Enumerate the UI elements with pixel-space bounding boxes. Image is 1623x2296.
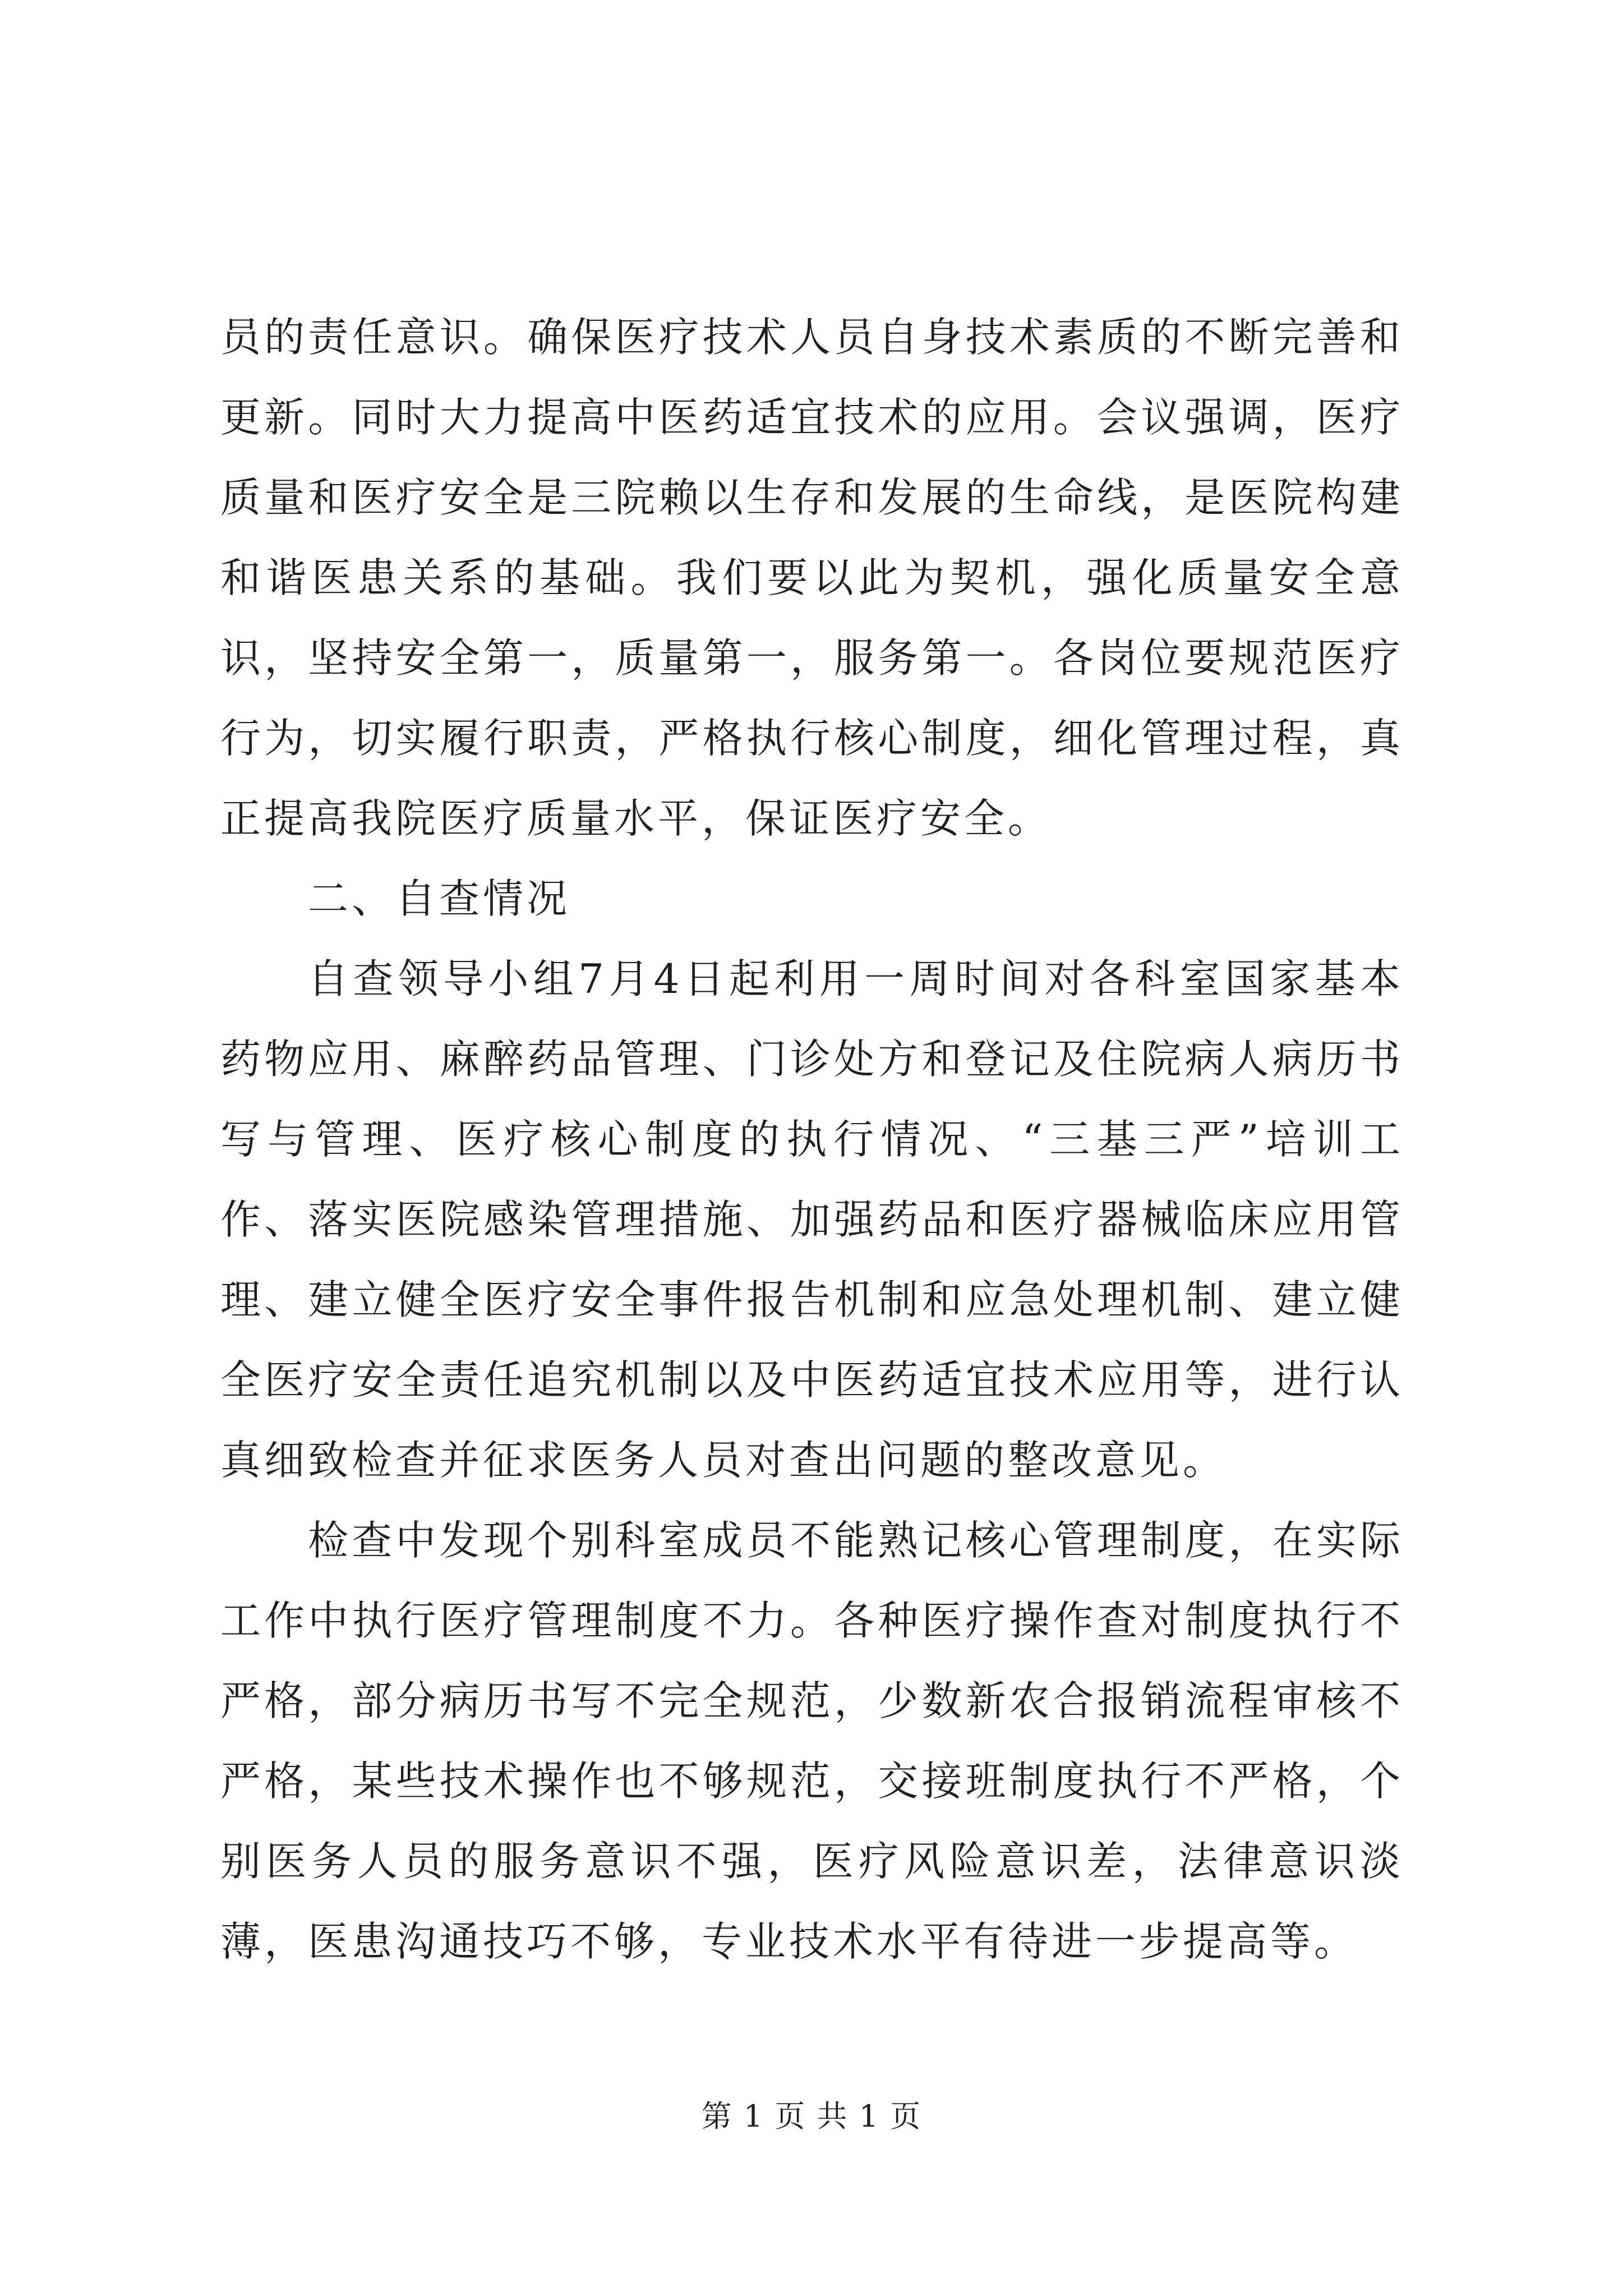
section-heading: 二、自查情况 — [308, 875, 571, 922]
paragraph-continued: 员的责任意识。确保医疗技术人员自身技术素质的不断完善和更新。同时大力提高中医药适宜技术的应用。会议强调，医疗质量和医疗安全是三院赖以生存和发展的生命线，是医院构建和谐医患关系的基础。我们要以此为契机，强化质量安全意识，坚持安全第一，质量第一，服务第一。各岗位要规范医疗行为，切实履行职责，严格执行核心制度，细化管理过程，真正提高我院医疗质量水平，保证医疗安全。 — [220, 314, 1404, 842]
paragraph-findings: 检查中发现个别科室成员不能熟记核心管理制度，在实际工作中执行医疗管理制度不力。各种医疗操作查对制度执行不严格，部分病历书写不完全规范，少数新农合报销流程审核不严格，某些技术操作也不够规范，交接班制度执行不严格，个别医务人员的服务意识不强，医疗风险意识差，法律意识淡薄，医患沟通技巧不够，专业技术水平有待进一步提高等。 — [220, 1517, 1404, 1965]
document-body — [220, 297, 1404, 1982]
paragraph-self-inspection: 自查领导小组7月4日起利用一周时间对各科室国家基本药物应用、麻醉药品管理、门诊处方和登记及住院病人病历书写与管理、医疗核心制度的执行情况、“三基三严”培训工作、落实医院感染管理措施、加强药品和医疗器械临床应用管理、建立健全医疗安全事件报告机制和应急处理机制、建立健全医疗安全责任追究机制以及中医药适宜技术应用等，进行认真细致检查并征求医务人员对查出问题的整改意见。 — [220, 955, 1404, 1484]
page-footer: 第 1 页 共 1 页 — [701, 2099, 922, 2134]
